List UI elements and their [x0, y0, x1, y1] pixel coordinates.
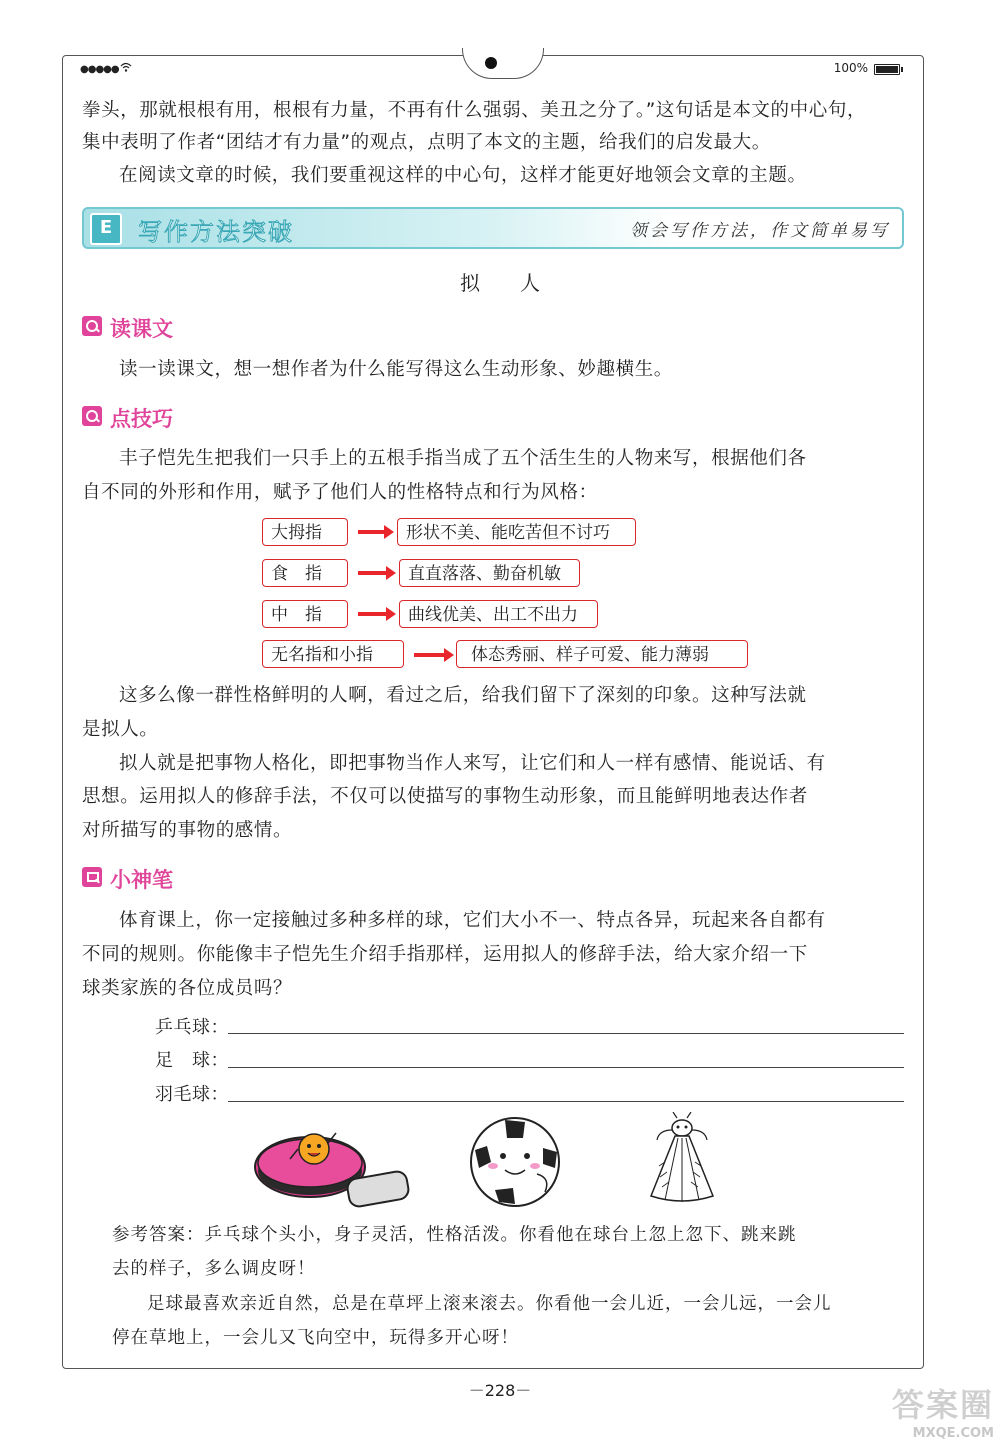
ping-pong-paddle-illustration	[250, 1115, 420, 1220]
banner-subtitle: 领会写作方法，作文简单易写	[630, 221, 890, 241]
answer-line-text: 参考答案：乒乓球个头小，身子灵活，性格活泼。你看他在球台上忽上忽下、跳来跳	[112, 1225, 797, 1245]
para-line: 在阅读文章的时候，我们要重视这样的中心句，这样才能更好地领会文章的主题。	[119, 165, 807, 186]
para-line: 思想。运用拟人的修辞手法，不仅可以使描写的事物生动形象，而且能鲜明地表达作者	[82, 786, 808, 807]
page-number: －228－	[468, 1381, 532, 1400]
section-label: 小神笔	[110, 868, 173, 892]
arrow-icon	[414, 648, 454, 662]
section-label: 点技巧	[110, 407, 173, 431]
status-bar	[80, 62, 902, 76]
signal-icon: ●●●●●	[80, 64, 119, 75]
blank-label: 羽毛球：	[155, 1084, 229, 1105]
para-line: 体育课上，你一定接触过多种多样的球，它们大小不一、特点各异，玩起来各自都有	[119, 910, 826, 931]
battery-percent: 100%	[833, 61, 868, 75]
para-line: 拳头，那就根根有用，根根有力量，不再有什么强弱、美丑之分了。”这句话是本文的中心句，	[82, 100, 867, 121]
answer-line[interactable]	[228, 1067, 904, 1068]
answer-line[interactable]	[228, 1101, 904, 1102]
blank-label: 足 球：	[155, 1050, 229, 1071]
magnifier-icon	[82, 406, 102, 426]
para-line: 拟人就是把事物人格化，即把事物当作人来写，让它们和人一样有感情、能说话、有	[119, 753, 826, 774]
section-label: 读课文	[110, 317, 173, 341]
para-line: 丰子恺先生把我们一只手上的五根手指当成了五个活生生的人物来写，根据他们各	[119, 448, 807, 469]
banner-title: 写作方法突破	[138, 218, 294, 246]
finger-box: 食 指	[262, 559, 348, 587]
arrow-icon	[358, 607, 396, 621]
para-line: 是拟人。	[82, 719, 159, 740]
trait-box: 直直落落、勤奋机敏	[399, 559, 580, 587]
wifi-icon	[120, 62, 132, 75]
finger-box: 大拇指	[262, 518, 348, 546]
watermark-logo: 答案圈	[891, 1386, 994, 1424]
answer-line-text: 去的样子，多么调皮呀！	[112, 1259, 316, 1279]
para-line: 球类家族的各位成员吗？	[82, 978, 293, 999]
para-line: 集中表明了作者“团结才有力量”的观点，点明了本文的主题，给我们的启发最大。	[82, 132, 771, 153]
soccer-ball-illustration	[465, 1112, 570, 1212]
answer-line[interactable]	[228, 1033, 904, 1034]
blank-label: 乒乓球：	[155, 1017, 229, 1038]
finger-box: 无名指和小指	[262, 640, 404, 668]
answer-line-text: 停在草地上，一会儿又飞向空中，玩得多开心呀！	[112, 1328, 519, 1348]
lesson-title: 拟人	[460, 271, 580, 295]
para-line: 读一读课文，想一想作者为什么能写得这么生动形象、妙趣横生。	[119, 359, 673, 380]
watermark-url: MXQE.COM	[912, 1426, 994, 1441]
magnifier-icon	[82, 316, 102, 336]
arrow-icon	[358, 566, 396, 580]
banner-icon: E	[90, 213, 122, 245]
shuttlecock-illustration	[645, 1112, 720, 1207]
finger-box: 中 指	[262, 600, 348, 628]
section-banner	[82, 207, 904, 249]
trait-box: 形状不美、能吃苦但不讨巧	[397, 518, 636, 546]
para-line: 自不同的外形和作用，赋予了他们人的性格特点和行为风格：	[82, 482, 598, 503]
battery-icon	[874, 64, 900, 75]
trait-box: 体态秀丽、样子可爱、能力薄弱	[456, 640, 748, 668]
watermark	[844, 1380, 994, 1450]
trait-box: 曲线优美、出工不出力	[399, 600, 598, 628]
arrow-icon	[358, 525, 394, 539]
answer-line-text: 足球最喜欢亲近自然，总是在草坪上滚来滚去。你看他一会儿近，一会儿远，一会儿	[147, 1294, 832, 1314]
para-line: 这多么像一群性格鲜明的人啊，看过之后，给我们留下了深刻的印象。这种写法就	[119, 685, 807, 706]
para-line: 对所描写的事物的感情。	[82, 820, 293, 841]
para-line: 不同的规则。你能像丰子恺先生介绍手指那样，运用拟人的修辞手法，给大家介绍一下	[82, 944, 808, 965]
pen-icon	[82, 867, 102, 887]
